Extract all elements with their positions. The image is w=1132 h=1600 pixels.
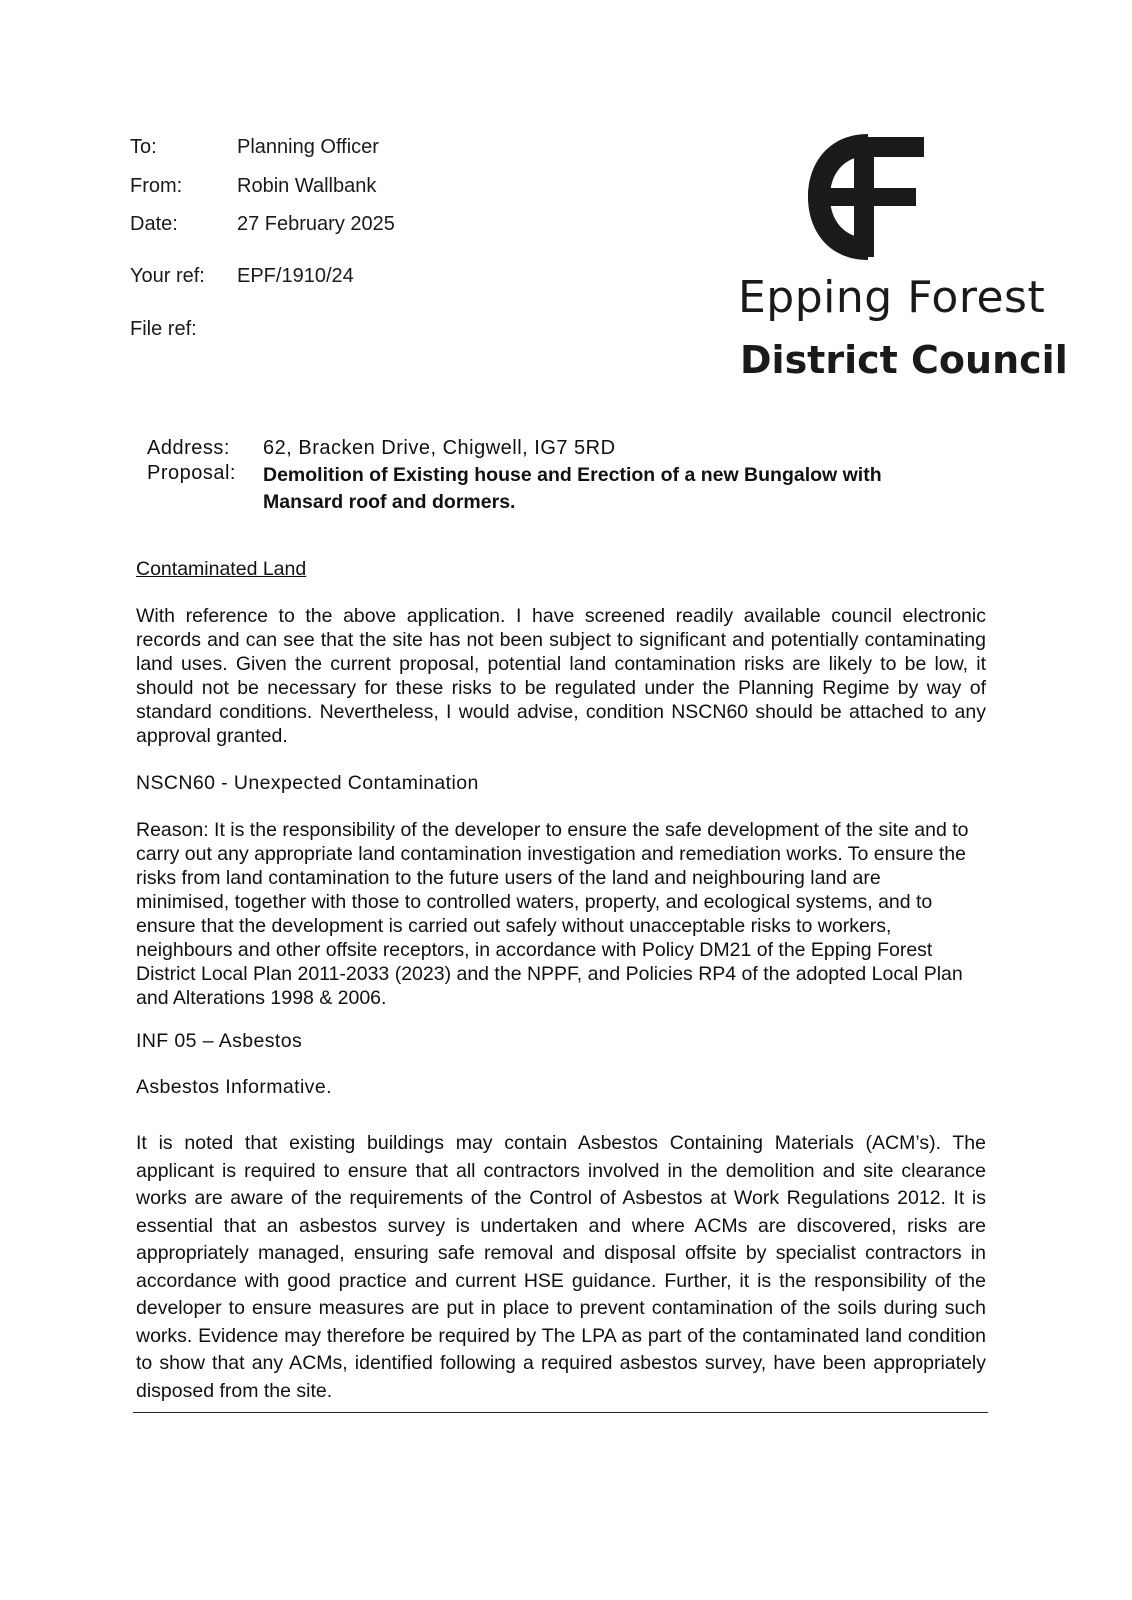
address-value: 62, Bracken Drive, Chigwell, IG7 5RD [263, 437, 616, 459]
date-label: Date: [130, 213, 178, 235]
your-ref-label: Your ref: [130, 265, 205, 287]
inf05-heading: INF 05 – Asbestos [136, 1030, 303, 1052]
asbestos-paragraph: It is noted that existing buildings may contain Asbestos Containing Materials (ACM’s). The applicant is required to ensure that all contractors involved in the demolition and site clearance works are aware of the requirements of the Control of Asbestos at Work Regulations 2012. It is essential that an asbestos survey is undertaken and where ACMs are discovered, risks are appropriately managed, ensuring safe removal and disposal offsite by specialist contractors in accordance with good practice and current HSE guidance. Further, it is the responsibility of the developer to ensure measures are put in place to prevent contamination of the soils during such works. Evidence may therefore be required by The LPA as part of the contaminated land condition to show that any ACMs, identified following a required asbestos survey, have been appropriately disposed from the site. [136, 1132, 986, 1402]
bottom-rule [133, 1412, 988, 1413]
contaminated-land-heading: Contaminated Land [136, 558, 307, 580]
asbestos-informative-heading: Asbestos Informative. [136, 1076, 332, 1098]
contaminated-land-paragraph: With reference to the above application. I have screened readily available council electronic records and can see that the site has not been subject to significant and potentially contaminating land uses. Given the current proposal, potential land contamination risks are likely to be low, it should not be necessary for these risks to be regulated under the Planning Regime by way of standard conditions. Nevertheless, I would advise, condition NSCN60 should be attached to any approval granted. [136, 605, 986, 747]
nscn60-heading: NSCN60 - Unexpected Contamination [136, 772, 479, 794]
logo-name-line1: Epping Forest [738, 272, 1046, 323]
from-value: Robin Wallbank [237, 175, 377, 197]
from-label: From: [130, 175, 183, 197]
proposal-label: Proposal: [147, 462, 236, 484]
your-ref-value: EPF/1910/24 [237, 265, 354, 287]
nscn60-reason-paragraph: Reason: It is the responsibility of the developer to ensure the safe development of the site and to carry out any appropriate land contamination investigation and remediation works. To ensure the risks from land contamination to the future users of the land and neighbouring land are minimised, together with those to controlled waters, property, and ecological systems, and to ensure that the development is carried out safely without unacceptable risks to workers, neighbours and other offsite receptors, in accordance with Policy DM21 of the Epping Forest District Local Plan 2011-2033 (2023) and the NPPF, and Policies RP4 of the adopted Local Plan and Alterations 1998 & 2006. [136, 819, 969, 1009]
address-label: Address: [147, 437, 230, 459]
logo-name-line2: District Council [740, 338, 1068, 382]
date-value: 27 February 2025 [237, 213, 395, 235]
efdc-logo-icon [808, 134, 928, 260]
file-ref-label: File ref: [130, 318, 197, 340]
to-value: Planning Officer [237, 136, 379, 158]
proposal-value: Demolition of Existing house and Erection of a new Bungalow with Mansard roof and dormers. [263, 464, 882, 513]
to-label: To: [130, 136, 157, 158]
